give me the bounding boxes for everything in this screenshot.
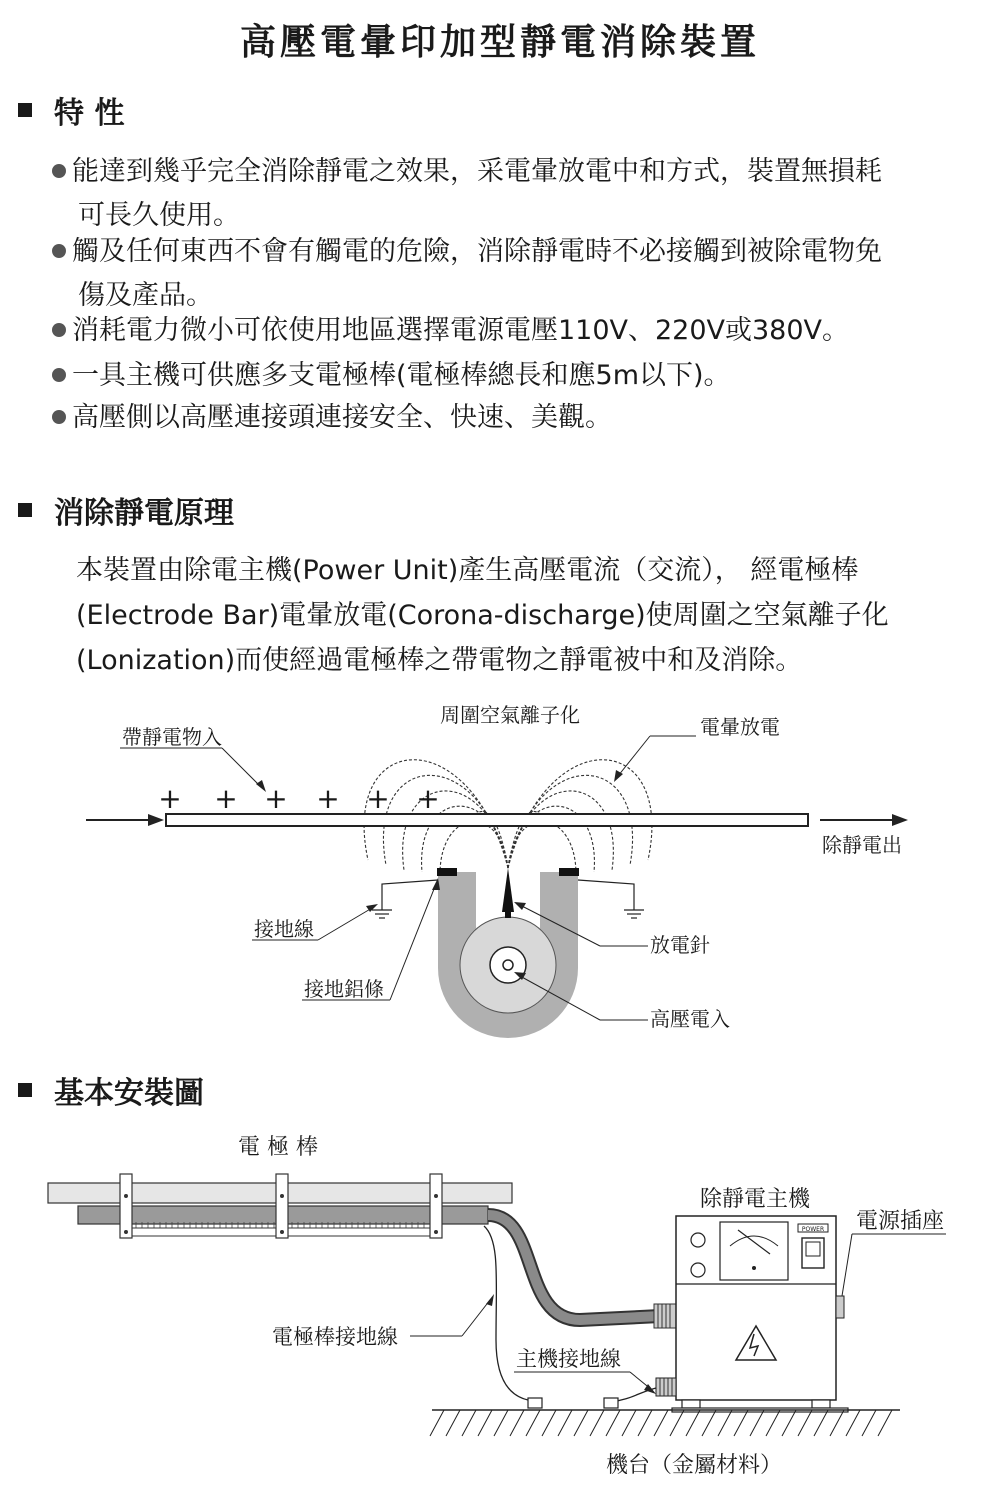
- principle-diagram: [0, 700, 1000, 1040]
- meter-icon: [720, 1222, 788, 1280]
- electrode-bar-label: 電 極 棒: [238, 1135, 318, 1160]
- hv-cable: [488, 1215, 660, 1320]
- feature-item-2: 觸及任何東西不會有觸電的危險，消除靜電時不必接觸到被除電物免 傷及產品。: [52, 230, 987, 318]
- output-label: 除靜電出: [822, 833, 902, 857]
- power-unit-label: 除靜電主機: [700, 1187, 811, 1212]
- ground-aluminum-label: 接地鋁條: [304, 977, 384, 1001]
- corona-label: 電暈放電: [700, 715, 780, 739]
- ground-terminal: [656, 1378, 676, 1396]
- hv-connector: [654, 1304, 676, 1328]
- bullet-dot-icon: [52, 323, 66, 337]
- ground-wire-left: [382, 880, 438, 910]
- power-text: POWER: [801, 1226, 825, 1233]
- principle-paragraph: 本裝置由除電主機(Power Unit)產生高壓電流（交流）， 經電極棒 (Electrode Bar)電暈放電(Corona-discharge)使周圍之空氣離子化 (Lonization)而使經過電極棒之帶電物之靜電被中和及消除。: [76, 555, 889, 676]
- feature-item-4: 一具主機可供應多支電極棒(電極棒總長和應5m以下)。: [52, 354, 987, 398]
- section-principle-heading: [18, 488, 234, 532]
- ionization-label: 周圍空氣離子化: [440, 703, 580, 727]
- lamp-icon: [691, 1263, 705, 1277]
- discharge-needle-icon: [502, 868, 514, 912]
- charged-object-strip: [166, 814, 808, 826]
- knob-icon: [691, 1233, 705, 1247]
- charge-plus-signs: [158, 782, 439, 815]
- table-hatching: [430, 1410, 892, 1436]
- table-label: 機台（金屬材料）: [606, 1453, 783, 1478]
- page-title: 高壓電暈印加型靜電消除裝置: [239, 22, 760, 63]
- input-label: 帶靜電物入: [122, 725, 222, 749]
- bar-ground-label: 電極棒接地線: [272, 1325, 398, 1349]
- input-arrow-head-icon: [148, 814, 164, 826]
- section-title: 基本安裝圖: [54, 1076, 204, 1111]
- feature-item-3: 消耗電力微小可依使用地區選擇電源電壓110V、220V或380V。: [52, 309, 987, 353]
- plus-sign: +: [366, 782, 390, 815]
- needle-label: 放電針: [650, 933, 710, 957]
- plus-sign: +: [158, 782, 182, 815]
- bullet-dot-icon: [52, 244, 66, 258]
- installation-diagram: [0, 1120, 1000, 1490]
- section-title: 特 性: [54, 96, 125, 131]
- unit-ground-label: 主機接地線: [516, 1347, 621, 1371]
- ground-aluminum-cap-right: [559, 868, 579, 876]
- section-install-heading: [18, 1068, 204, 1112]
- plus-sign: +: [214, 782, 238, 815]
- bullet-dot-icon: [52, 368, 66, 382]
- ground-aluminum-cap-left: [437, 868, 457, 876]
- ground-wire-label: 接地線: [254, 917, 314, 941]
- feature-item-5: 高壓側以高壓連接頭連接安全、快速、美觀。: [52, 396, 987, 440]
- square-bullet-icon: [18, 1083, 32, 1097]
- section-title: 消除靜電原理: [54, 496, 234, 531]
- plus-sign: +: [416, 782, 440, 815]
- socket-label: 電源插座: [856, 1209, 945, 1234]
- ground-wire-right: [578, 880, 634, 910]
- ground-symbol-left-icon: [372, 910, 392, 918]
- power-socket: [836, 1296, 844, 1318]
- plus-sign: +: [264, 782, 288, 815]
- plus-sign: +: [316, 782, 340, 815]
- square-bullet-icon: [18, 103, 32, 117]
- square-bullet-icon: [18, 503, 32, 517]
- bullet-dot-icon: [52, 410, 66, 424]
- feature-item-1: 能達到幾乎完全消除靜電之效果，采電暈放電中和方式，裝置無損耗 可長久使用。: [52, 150, 987, 238]
- ground-symbol-right-icon: [624, 910, 644, 918]
- bullet-dot-icon: [52, 164, 66, 178]
- output-arrow-head-icon: [892, 814, 908, 826]
- hv-input-label: 高壓電入: [650, 1007, 730, 1031]
- section-features-heading: [18, 88, 124, 132]
